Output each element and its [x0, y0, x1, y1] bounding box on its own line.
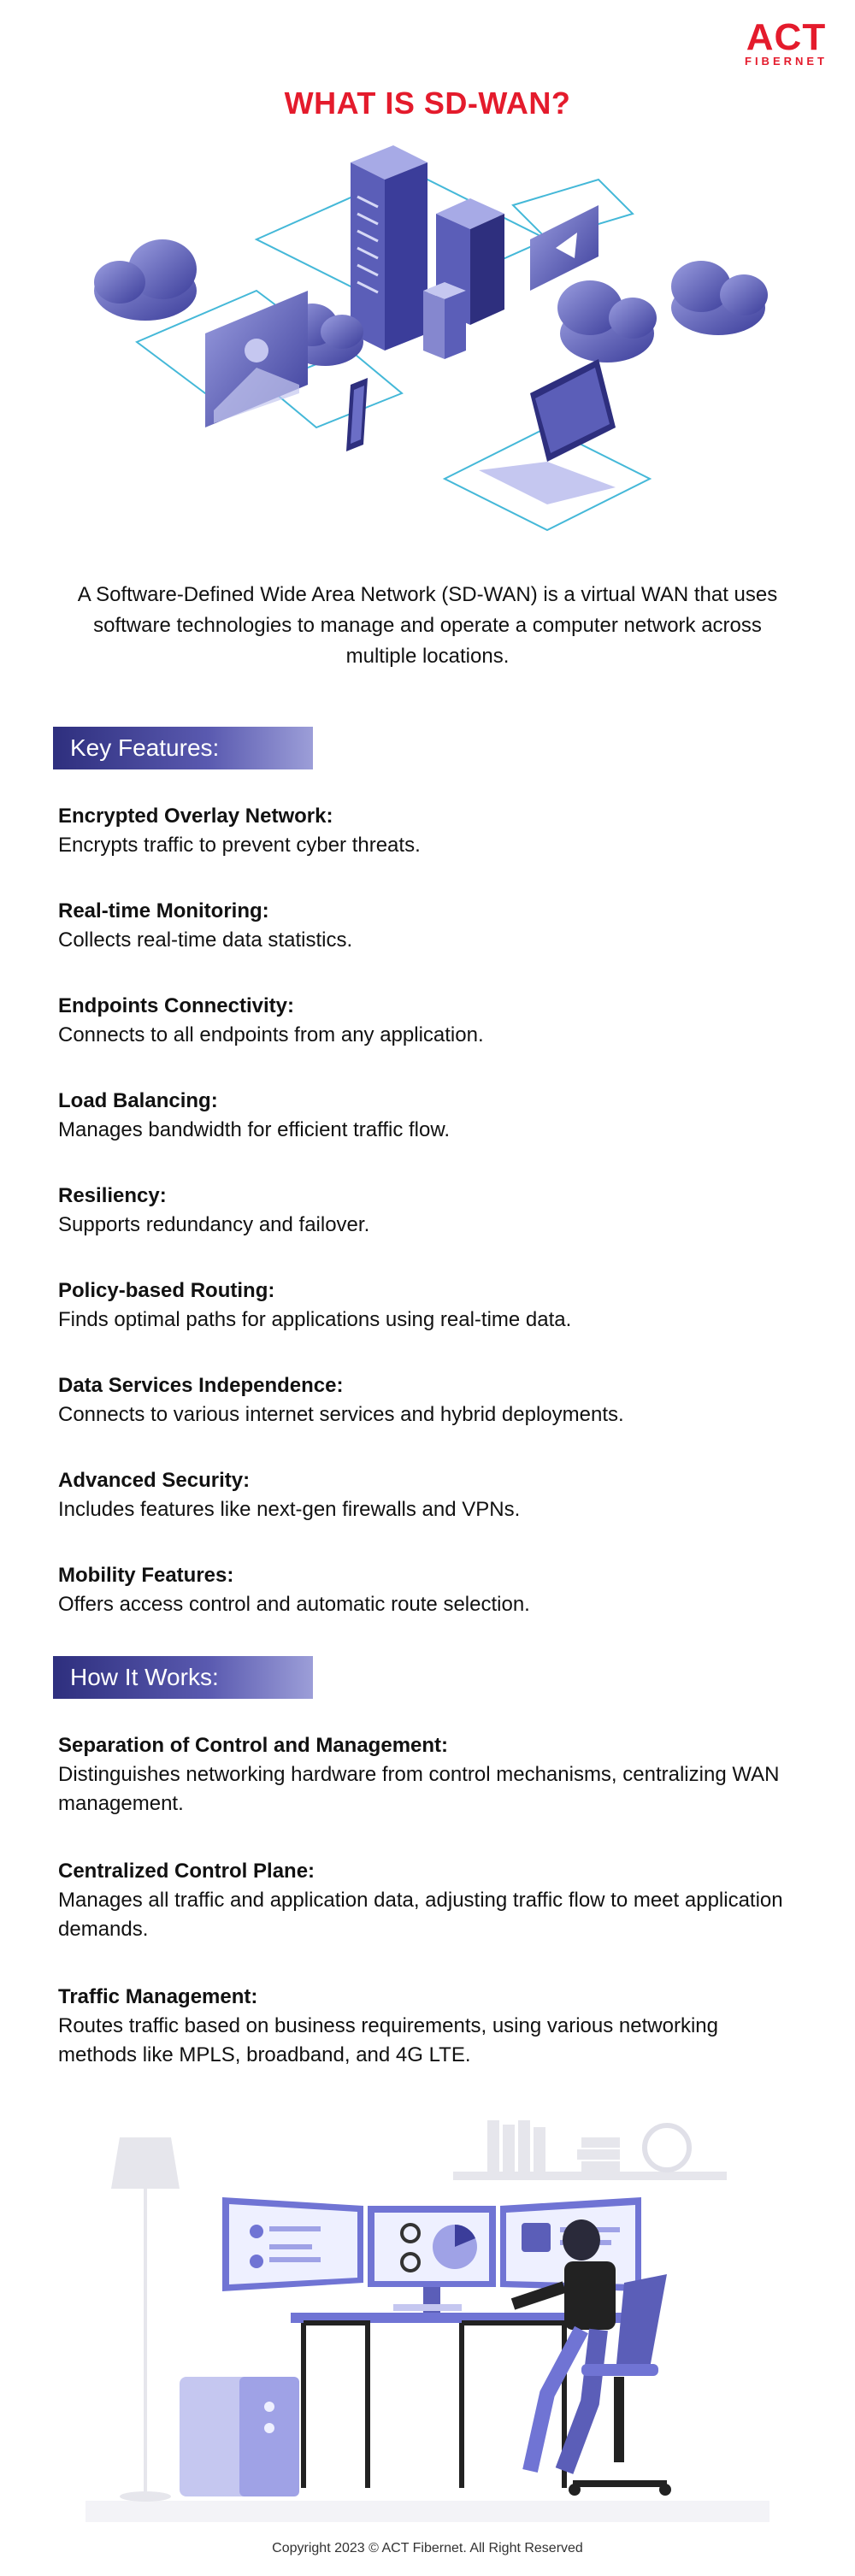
server-icon	[351, 145, 504, 359]
shelf-icon	[453, 2120, 727, 2180]
monitor-icon	[368, 2206, 496, 2287]
feature-item	[58, 802, 793, 860]
logo-text: ACT	[746, 16, 827, 58]
copyright-text: Copyright 2023 © ACT Fibernet. All Right Reserved	[272, 2541, 583, 2555]
cloud-icon	[557, 280, 657, 363]
feature-desc: Offers access control and automatic route selection.	[58, 1593, 530, 1616]
feature-title: Mobility Features:	[58, 1564, 234, 1587]
feature-item	[58, 1087, 793, 1145]
page-title: WHAT IS SD-WAN?	[284, 85, 571, 121]
feature-desc: Supports redundancy and failover.	[58, 1213, 370, 1236]
feature-item	[58, 1371, 793, 1429]
laptop-icon	[479, 359, 616, 504]
feature-desc: Manages bandwidth for efficient traffic flow.	[58, 1118, 451, 1141]
feature-title: Real-time Monitoring:	[58, 899, 269, 923]
how-item	[58, 1731, 793, 1819]
how-desc: Routes traffic based on business requirements, using various networking methods like MPLS, broadband, and 4G LTE.	[58, 2014, 718, 2066]
feature-title: Data Services Independence:	[58, 1374, 344, 1397]
feature-item	[58, 1182, 793, 1240]
feature-title: Endpoints Connectivity:	[58, 994, 294, 1017]
key-features-heading: Key Features:	[53, 727, 313, 769]
how-title: Traffic Management:	[58, 1985, 258, 2008]
pc-tower-icon	[180, 2377, 299, 2496]
how-desc: Distinguishes networking hardware from control mechanisms, centralizing WAN management.	[58, 1763, 780, 1815]
how-desc: Manages all traffic and application data, adjusting traffic flow to meet application demands.	[58, 1889, 783, 1941]
feature-desc: Connects to various internet services and hybrid deployments.	[58, 1403, 624, 1426]
feature-item	[58, 1561, 793, 1619]
logo-subtext: FIBERNET	[745, 55, 828, 68]
feature-desc: Collects real-time data statistics.	[58, 928, 353, 952]
how-title: Centralized Control Plane:	[58, 1860, 315, 1883]
how-item	[58, 1857, 793, 1944]
feature-title: Policy-based Routing:	[58, 1279, 275, 1302]
intro-paragraph: A Software-Defined Wide Area Network (SD-WAN) is a virtual WAN that uses software technologies to manage and operate a computer network across multiple locations.	[77, 583, 778, 668]
act-fibernet-logo	[745, 16, 828, 68]
feature-desc: Includes features like next-gen firewalls and VPNs.	[58, 1498, 521, 1521]
monitor-icon	[222, 2197, 363, 2291]
feature-item	[58, 992, 793, 1050]
video-icon	[530, 205, 598, 291]
feature-item	[58, 897, 793, 955]
cloud-icon	[94, 239, 197, 321]
floor-lamp-icon	[111, 2137, 180, 2502]
smartphone-icon	[346, 378, 368, 451]
feature-desc: Finds optimal paths for applications using real-time data.	[58, 1308, 572, 1331]
how-title: Separation of Control and Management:	[58, 1734, 449, 1757]
feature-item	[58, 1276, 793, 1335]
how-it-works-heading: How It Works:	[53, 1656, 313, 1699]
cloud-icon	[671, 261, 768, 335]
feature-desc: Connects to all endpoints from any application.	[58, 1023, 484, 1046]
how-item	[58, 1983, 793, 2070]
feature-title: Advanced Security:	[58, 1469, 251, 1492]
feature-desc: Encrypts traffic to prevent cyber threats.	[58, 834, 421, 857]
feature-item	[58, 1466, 793, 1524]
feature-title: Load Balancing:	[58, 1089, 218, 1112]
workstation-illustration	[86, 2120, 770, 2522]
feature-title: Resiliency:	[58, 1184, 167, 1207]
sd-wan-network-illustration	[68, 137, 787, 564]
feature-title: Encrypted Overlay Network:	[58, 805, 333, 828]
